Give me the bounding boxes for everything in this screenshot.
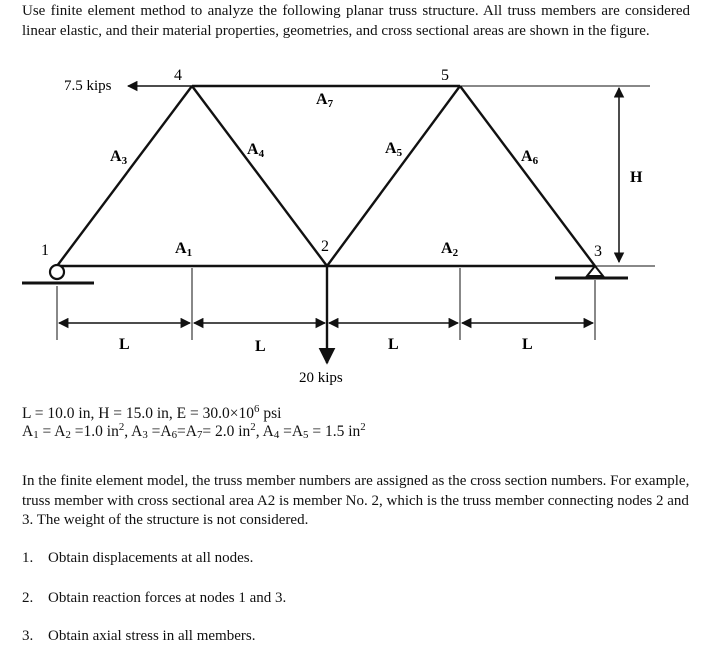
area-label-a4: A4 (247, 141, 265, 160)
node-label-1: 1 (41, 242, 49, 259)
pin-support-node-1 (22, 265, 94, 283)
node-label-4: 4 (174, 67, 182, 84)
question-1: 1. Obtain displacements at all nodes. (22, 550, 254, 566)
member-a3 (57, 86, 192, 266)
span-label-3: L (388, 336, 399, 353)
area-label-a7: A7 (316, 91, 334, 110)
member-a4 (192, 86, 327, 266)
height-label: H (630, 169, 643, 186)
node-label-3: 3 (594, 243, 602, 260)
roller-support-node-3 (555, 266, 628, 278)
question-3: 3. Obtain axial stress in all members. (22, 628, 256, 644)
area-label-a2: A2 (441, 240, 459, 259)
member-a6 (460, 86, 595, 266)
area-label-a1: A1 (175, 240, 193, 259)
model-note: In the finite element model, the truss member numbers are assigned as the cross section numbers. For example, truss member with cross sectional area A2 is member No. 2, which is the truss member connecting nodes 2 and 3. The weight of the structure is not considered. (22, 473, 690, 528)
horizontal-load-label: 7.5 kips (64, 78, 112, 94)
area-label-a5: A5 (385, 140, 403, 159)
span-label-4: L (522, 336, 533, 353)
problem-intro: Use finite element method to analyze the following planar truss structure. All truss members are considered linear elastic, and their material properties, geometries, and cross sectional areas are shown in the figure. (22, 3, 690, 39)
area-label-a6: A6 (521, 148, 539, 167)
area-label-a3: A3 (110, 148, 128, 167)
question-2: 2. Obtain reaction forces at nodes 1 and 3. (22, 590, 287, 606)
parameters-line-1: L = 10.0 in, H = 15.0 in, $E = 30.0\times 10^6$ psi (22, 403, 282, 422)
node-label-2: 2 (321, 238, 329, 255)
parameters-block (22, 405, 522, 444)
node-label-5: 5 (441, 67, 449, 84)
vertical-load-label: 20 kips (299, 370, 343, 386)
member-a5 (327, 86, 460, 266)
span-label-1: L (119, 336, 130, 353)
parameters-line-2: $A_1 = A_2 =1.0$ $in^2$, $A_3 =A_6=A_7= 2.0$ $in^2$, $A_4 =A_5 = 1.5$ $in^2$ (22, 421, 366, 442)
span-label-2: L (255, 338, 266, 355)
